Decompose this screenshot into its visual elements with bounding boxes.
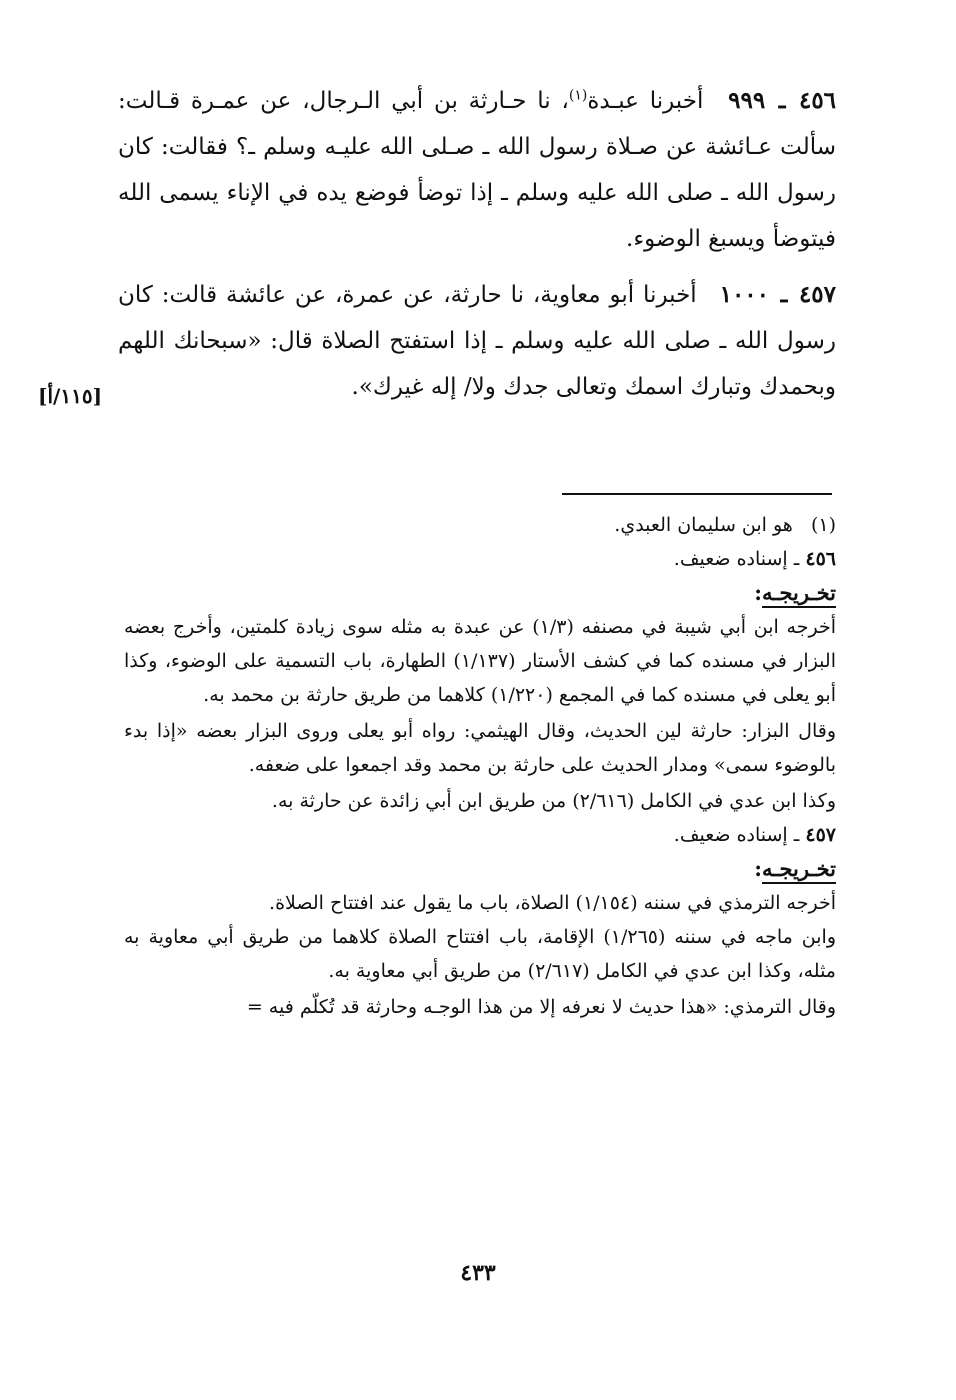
note-456-number: ٤٥٦ bbox=[805, 548, 836, 570]
note-456-para-2: وقال البزار: حارثة لين الحديث، وقال الهيثمي: رواه أبو يعلى وروى البزار بعضه «إذا بدء بالوضوء سمى» ومدار الحديث على حارثة بن محمد وقد اجمعوا على ضعفه. bbox=[124, 720, 836, 776]
footnote-1-ref: (١) bbox=[810, 514, 836, 536]
note-456-para-3: وكذا ابن عدي في الكامل (٢/٦١٦) من طريق ابن أبي زائدة عن حارثة به. bbox=[271, 790, 836, 812]
footnote-1-text: هو ابن سليمان العبدي. bbox=[614, 514, 793, 536]
folio-marker: [١١٥/أ] bbox=[38, 384, 103, 408]
hadith-number: ٤٥٧ ـ ١٠٠٠ bbox=[719, 281, 836, 308]
footnotes bbox=[124, 508, 836, 1024]
hadith-457 bbox=[118, 272, 836, 410]
footnote-1 bbox=[124, 508, 836, 542]
hadith-text-continued: ، نا حـارثة بن أبي الـرجال، عن عمـرة قـالت: سألت عـائشة عن صـلاة رسول الله ـ صـلى الله عليـه وسلم ـ؟ فقالت: كان رسول الله ـ صلى الله عليه وسلم ـ إذا توضأ فوضع يده في الإناء يسمى الله فيتوضأ ويسبغ الوضوء. bbox=[118, 88, 836, 252]
hadith-text: أخبرنا عبـدة bbox=[587, 88, 704, 114]
note-457-para-1: أخرجه الترمذي في سننه (١/١٥٤) الصلاة، باب ما يقول عند افتتاح الصلاة. bbox=[269, 892, 836, 914]
note-457-number: ٤٥٧ bbox=[805, 824, 836, 846]
note-457-takhrij-heading: تخـريجـه: bbox=[124, 852, 836, 886]
footnote-reference[interactable]: (١) bbox=[568, 87, 588, 104]
footnote-separator bbox=[562, 493, 832, 495]
note-456-para-1: أخرجه ابن أبي شيبة في مصنفه (١/٣) عن عبدة به مثله سوى زيادة كلمتين، وأخرج بعضه البزار في مسنده كما في كشف الأستار (١/١٣٧) الطهارة، باب التسمية على الوضوء، وكذا أبو يعلى في مسنده كما في المجمع (١/٢٢٠) كلاهما من طريق حارثة بن محمد به. bbox=[124, 616, 836, 706]
note-457-para-3: وقال الترمذي: «هذا حديث لا نعرفه إلا من هذا الوجـه وحارثة قد تُكلّم فيه = bbox=[246, 996, 836, 1018]
note-457-status: ٤٥٧ ـ إسناده ضعيف. bbox=[673, 824, 836, 846]
note-456-takhrij-heading: تخـريجـه: bbox=[124, 576, 836, 610]
hadith-text: أخبرنا أبو معاوية، نا حارثة، عن عمرة، عن عائشة قالت: كان رسول الله ـ صلى الله عليه وسلم ـ إذا استفتح الصلاة قال: «سبحانك اللهم وبحمدك وتبارك اسمك وتعالى جدك ولا/ إله غيرك». bbox=[118, 282, 836, 400]
hadith-456 bbox=[118, 78, 836, 262]
note-456-status: ٤٥٦ ـ إسناده ضعيف. bbox=[673, 548, 836, 570]
hadith-number: ٤٥٦ ـ ٩٩٩ bbox=[728, 87, 837, 114]
page-number: ٤٣٣ bbox=[460, 1260, 496, 1286]
note-457-para-2: وابن ماجه في سننه (١/٢٦٥) الإقامة، باب افتتاح الصلاة كلاهما من طريق أبي معاوية به مثله، وكذا ابن عدي في الكامل (٢/٦١٧) من طريق أبي معاوية به. bbox=[124, 926, 836, 982]
main-text bbox=[118, 78, 836, 420]
